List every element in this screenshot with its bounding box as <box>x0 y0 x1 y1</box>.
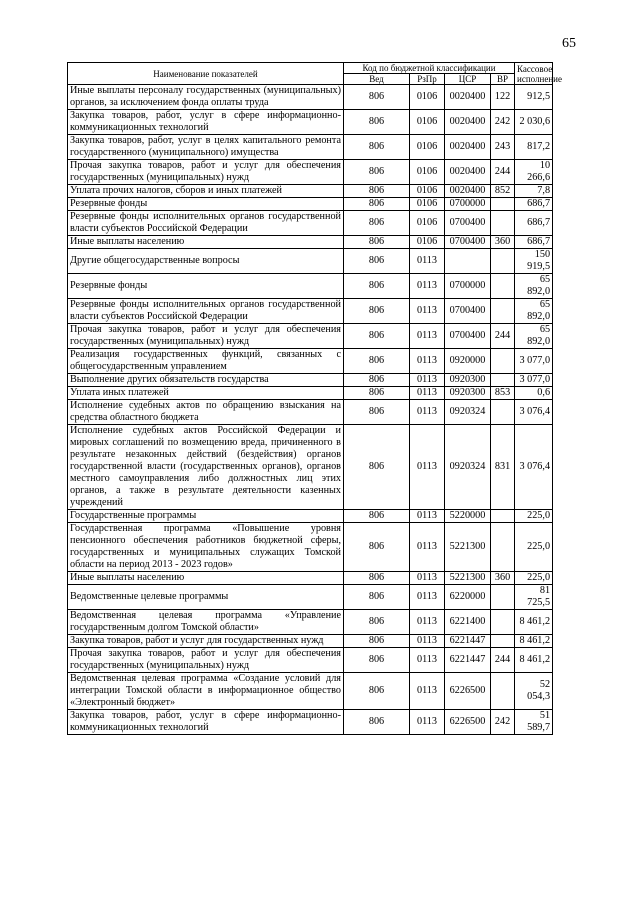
row-amount: 65 892,0 <box>515 299 553 324</box>
row-ved: 806 <box>344 349 410 374</box>
row-rzpr: 0113 <box>410 585 445 610</box>
row-vr <box>491 585 515 610</box>
row-ved: 806 <box>344 635 410 648</box>
table-row <box>68 110 553 135</box>
row-csr: 0920300 <box>445 374 491 387</box>
row-vr: 244 <box>491 648 515 673</box>
table-row <box>68 523 553 572</box>
table-row <box>68 185 553 198</box>
row-vr: 852 <box>491 185 515 198</box>
table-row <box>68 249 553 274</box>
row-ved: 806 <box>344 236 410 249</box>
row-csr: 0700400 <box>445 324 491 349</box>
row-name: Уплата прочих налогов, сборов и иных платежей <box>68 185 344 198</box>
row-ved: 806 <box>344 610 410 635</box>
row-rzpr: 0106 <box>410 85 445 110</box>
row-rzpr: 0113 <box>410 635 445 648</box>
row-amount: 3 076,4 <box>515 425 553 510</box>
budget-table <box>67 62 562 735</box>
row-csr: 6226500 <box>445 673 491 710</box>
row-csr: 0020400 <box>445 185 491 198</box>
row-csr: 5220000 <box>445 510 491 523</box>
row-csr: 0700400 <box>445 211 491 236</box>
row-ved: 806 <box>344 249 410 274</box>
header-amount: Кассовое исполнение <box>515 63 553 85</box>
row-amount: 81 725,5 <box>515 585 553 610</box>
row-name: Закупка товаров, работ, услуг в целях капитального ремонта государственного (муниципального) имущества <box>68 135 344 160</box>
row-name: Государственная программа «Повышение уровня пенсионного обеспечения работников бюджетной сферы, государственных и муниципальных служащих Томской области на период 2013 - 2023 годов» <box>68 523 344 572</box>
row-rzpr: 0106 <box>410 211 445 236</box>
row-amount: 3 077,0 <box>515 374 553 387</box>
row-name: Ведомственные целевые программы <box>68 585 344 610</box>
row-ved: 806 <box>344 710 410 735</box>
row-csr: 6221447 <box>445 635 491 648</box>
row-vr <box>491 635 515 648</box>
row-rzpr: 0113 <box>410 648 445 673</box>
table-row <box>68 585 553 610</box>
row-amount: 686,7 <box>515 236 553 249</box>
row-vr: 360 <box>491 572 515 585</box>
row-vr: 360 <box>491 236 515 249</box>
page-number: 65 <box>562 36 576 51</box>
row-rzpr: 0106 <box>410 160 445 185</box>
row-ved: 806 <box>344 523 410 572</box>
row-rzpr: 0113 <box>410 274 445 299</box>
row-amount: 225,0 <box>515 572 553 585</box>
row-csr: 6221447 <box>445 648 491 673</box>
row-vr: 853 <box>491 387 515 400</box>
table-body <box>68 85 553 735</box>
table-row <box>68 610 553 635</box>
row-name: Закупка товаров, работ и услуг для государственных нужд <box>68 635 344 648</box>
row-amount: 3 076,4 <box>515 400 553 425</box>
row-rzpr: 0113 <box>410 710 445 735</box>
row-amount: 225,0 <box>515 523 553 572</box>
row-name: Реализация государственных функций, связанных с общегосударственным управлением <box>68 349 344 374</box>
row-csr: 0700000 <box>445 274 491 299</box>
table-row <box>68 572 553 585</box>
row-vr <box>491 673 515 710</box>
row-ved: 806 <box>344 374 410 387</box>
row-rzpr: 0113 <box>410 349 445 374</box>
row-name: Иные выплаты персоналу государственных (муниципальных) органов, за исключением фонда оплаты труда <box>68 85 344 110</box>
row-ved: 806 <box>344 673 410 710</box>
row-ved: 806 <box>344 585 410 610</box>
row-vr: 243 <box>491 135 515 160</box>
row-rzpr: 0113 <box>410 425 445 510</box>
header-name: Наименование показателей <box>68 63 344 85</box>
row-name: Прочая закупка товаров, работ и услуг для обеспечения государственных (муниципальных) нужд <box>68 648 344 673</box>
table-row <box>68 236 553 249</box>
row-vr <box>491 523 515 572</box>
row-name: Резервные фонды <box>68 274 344 299</box>
row-ved: 806 <box>344 400 410 425</box>
row-rzpr: 0106 <box>410 185 445 198</box>
row-vr <box>491 400 515 425</box>
row-name: Исполнение судебных актов Российской Федерации и мировых соглашений по возмещению вреда, причиненного в результате незаконных действий (бездействия) органов государственной власти (государственных органов), органов местного самоуправления либо должностных лиц этих органов, а также в результате деятельности казенных учреждений <box>68 425 344 510</box>
row-name: Резервные фонды исполнительных органов государственной власти субъектов Российской Федерации <box>68 299 344 324</box>
row-name: Резервные фонды исполнительных органов государственной власти субъектов Российской Федерации <box>68 211 344 236</box>
row-name: Резервные фонды <box>68 198 344 211</box>
table-row <box>68 425 553 510</box>
row-ved: 806 <box>344 425 410 510</box>
row-ved: 806 <box>344 572 410 585</box>
table-row <box>68 160 553 185</box>
row-amount: 2 030,6 <box>515 110 553 135</box>
table-row <box>68 85 553 110</box>
table-row <box>68 374 553 387</box>
row-amount: 0,6 <box>515 387 553 400</box>
row-vr: 244 <box>491 324 515 349</box>
row-amount: 65 892,0 <box>515 324 553 349</box>
row-vr <box>491 211 515 236</box>
row-csr: 0700400 <box>445 299 491 324</box>
row-csr: 0020400 <box>445 160 491 185</box>
header-ved: Вед <box>344 74 410 85</box>
row-name: Уплата иных платежей <box>68 387 344 400</box>
row-rzpr: 0106 <box>410 198 445 211</box>
row-name: Иные выплаты населению <box>68 572 344 585</box>
row-rzpr: 0106 <box>410 135 445 160</box>
table-row <box>68 324 553 349</box>
row-csr: 5221300 <box>445 523 491 572</box>
row-csr: 5221300 <box>445 572 491 585</box>
row-name: Закупка товаров, работ, услуг в сфере информационно-коммуникационных технологий <box>68 710 344 735</box>
row-vr <box>491 299 515 324</box>
table-header <box>68 63 562 85</box>
table-row <box>68 635 553 648</box>
row-ved: 806 <box>344 135 410 160</box>
row-vr: 242 <box>491 110 515 135</box>
row-vr: 242 <box>491 710 515 735</box>
row-ved: 806 <box>344 211 410 236</box>
row-rzpr: 0113 <box>410 673 445 710</box>
table-row <box>68 299 553 324</box>
row-vr <box>491 198 515 211</box>
row-amount: 52 054,3 <box>515 673 553 710</box>
row-amount: 817,2 <box>515 135 553 160</box>
row-csr: 0920324 <box>445 425 491 510</box>
row-rzpr: 0106 <box>410 236 445 249</box>
row-name: Ведомственная целевая программа «Управление государственным долгом Томской области» <box>68 610 344 635</box>
row-ved: 806 <box>344 110 410 135</box>
row-name: Другие общегосударственные вопросы <box>68 249 344 274</box>
row-rzpr: 0113 <box>410 572 445 585</box>
row-ved: 806 <box>344 324 410 349</box>
row-rzpr: 0113 <box>410 610 445 635</box>
row-ved: 806 <box>344 510 410 523</box>
row-rzpr: 0113 <box>410 324 445 349</box>
row-csr: 6220000 <box>445 585 491 610</box>
table-row <box>68 198 553 211</box>
row-csr: 0920000 <box>445 349 491 374</box>
header-csr: ЦСР <box>445 74 491 85</box>
row-amount: 686,7 <box>515 211 553 236</box>
row-csr: 6226500 <box>445 710 491 735</box>
row-csr: 0020400 <box>445 110 491 135</box>
row-rzpr: 0113 <box>410 400 445 425</box>
row-vr <box>491 510 515 523</box>
row-rzpr: 0113 <box>410 387 445 400</box>
row-amount: 8 461,2 <box>515 648 553 673</box>
row-vr <box>491 374 515 387</box>
row-rzpr: 0113 <box>410 374 445 387</box>
row-csr: 0920300 <box>445 387 491 400</box>
row-amount: 912,5 <box>515 85 553 110</box>
row-rzpr: 0113 <box>410 249 445 274</box>
row-csr <box>445 249 491 274</box>
row-amount: 3 077,0 <box>515 349 553 374</box>
table-row <box>68 510 553 523</box>
row-rzpr: 0106 <box>410 110 445 135</box>
row-ved: 806 <box>344 198 410 211</box>
row-name: Ведомственная целевая программа «Создание условий для интеграции Томской области в информационное общество «Электронный бюджет» <box>68 673 344 710</box>
row-amount: 10 266,6 <box>515 160 553 185</box>
row-ved: 806 <box>344 387 410 400</box>
row-csr: 0920324 <box>445 400 491 425</box>
row-vr <box>491 610 515 635</box>
header-rzpr: РзПр <box>410 74 445 85</box>
table-row <box>68 710 553 735</box>
row-rzpr: 0113 <box>410 299 445 324</box>
table-row <box>68 135 553 160</box>
row-ved: 806 <box>344 299 410 324</box>
row-name: Государственные программы <box>68 510 344 523</box>
row-ved: 806 <box>344 160 410 185</box>
table-row <box>68 349 553 374</box>
row-amount: 686,7 <box>515 198 553 211</box>
row-vr: 122 <box>491 85 515 110</box>
header-vr: ВР <box>491 74 515 85</box>
table-row <box>68 387 553 400</box>
row-csr: 0700400 <box>445 236 491 249</box>
row-amount: 8 461,2 <box>515 610 553 635</box>
row-amount: 8 461,2 <box>515 635 553 648</box>
row-ved: 806 <box>344 85 410 110</box>
table-row <box>68 648 553 673</box>
row-vr <box>491 274 515 299</box>
row-name: Иные выплаты населению <box>68 236 344 249</box>
row-csr: 6221400 <box>445 610 491 635</box>
row-name: Закупка товаров, работ, услуг в сфере информационно-коммуникационных технологий <box>68 110 344 135</box>
row-csr: 0020400 <box>445 135 491 160</box>
row-amount: 225,0 <box>515 510 553 523</box>
table-row <box>68 274 553 299</box>
row-rzpr: 0113 <box>410 523 445 572</box>
row-name: Выполнение других обязательств государства <box>68 374 344 387</box>
row-ved: 806 <box>344 185 410 198</box>
row-ved: 806 <box>344 274 410 299</box>
row-vr <box>491 249 515 274</box>
row-amount: 7,8 <box>515 185 553 198</box>
row-amount: 65 892,0 <box>515 274 553 299</box>
row-rzpr: 0113 <box>410 510 445 523</box>
row-vr: 244 <box>491 160 515 185</box>
row-ved: 806 <box>344 648 410 673</box>
row-amount: 150 919,5 <box>515 249 553 274</box>
header-code-group: Код по бюджетной классификации <box>344 63 515 74</box>
row-vr <box>491 349 515 374</box>
table-row <box>68 400 553 425</box>
table-row <box>68 211 553 236</box>
row-amount: 51 589,7 <box>515 710 553 735</box>
table-row <box>68 673 553 710</box>
row-name: Прочая закупка товаров, работ и услуг для обеспечения государственных (муниципальных) нужд <box>68 324 344 349</box>
row-name: Исполнение судебных актов по обращению взыскания на средства областного бюджета <box>68 400 344 425</box>
row-vr: 831 <box>491 425 515 510</box>
row-name: Прочая закупка товаров, работ и услуг для обеспечения государственных (муниципальных) нужд <box>68 160 344 185</box>
row-csr: 0020400 <box>445 85 491 110</box>
row-csr: 0700000 <box>445 198 491 211</box>
